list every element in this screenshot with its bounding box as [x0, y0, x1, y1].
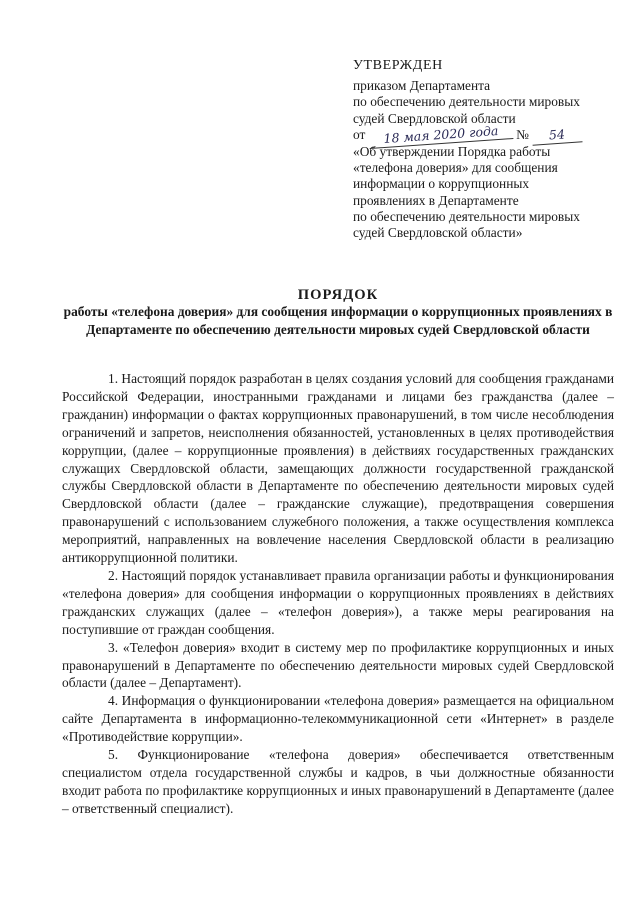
handwritten-number: 54: [532, 125, 583, 146]
number-prefix: №: [516, 126, 529, 142]
document-subtitle: работы «телефона доверия» для сообщения информации о коррупционных проявлениях в Департаменте по обеспечению деятельности мировых судей Свердловской области: [63, 304, 613, 337]
order-title-line: судей Свердловской области»: [353, 225, 523, 241]
document-title: ПОРЯДОК: [297, 287, 379, 303]
order-title-line: проявлениях в Департаменте: [353, 192, 519, 208]
approval-block: [353, 58, 623, 241]
handwritten-date: 18 мая 2020 года: [368, 122, 513, 149]
paragraph-2: 2. Настоящий порядок устанавливает правила организации работы и функционирования «телефона доверия» для сообщения информации о коррупционных проявлениях в действиях гражданских служащих (далее – «телефон доверия»), а также меры реагирования на поступившие от граждан сообщения.: [62, 567, 614, 637]
paragraph-1: 1. Настоящий порядок разработан в целях создания условий для сообщения гражданами Российской Федерации, иностранными гражданами и лицами без гражданства (далее – гражданин) информации о фактах коррупционных правонарушений, в том числе несоблюдения ограничений и запретов, неисполнения обязанностей, установленных в целях противодействия коррупции, (далее – коррупционные проявления) в действиях государственных гражданских служащих Свердловской области, замещающих должности государственной гражданской службы Свердловской области в Департаменте по обеспечению деятельности мировых судей Свердловской области (далее – гражданские служащие), предотвращения совершения правонарушений с использованием служебного положения, а также осуществления комплекса мероприятий, направленных на вовлечение населения Свердловской области в реализацию антикоррупционной политики.: [62, 371, 614, 566]
approval-head: УТВЕРЖДЕН: [353, 58, 443, 73]
paragraph-5: 5. Функционирование «телефона доверия» обеспечивается ответственным специалистом отдела государственной службы и кадров, в чьи должностные обязанности входит работа по профилактике коррупционных и иных правонарушений в Департаменте (далее – ответственный специалист).: [62, 747, 614, 816]
order-title-line: «телефона доверия» для сообщения: [353, 160, 558, 176]
paragraph-4: 4. Информация о функционировании «телефона доверия» размещается на официальном сайте Департамента в информационно-телекоммуникационной сети «Интернет» в разделе «Противодействие коррупции».: [62, 693, 614, 745]
approval-date-line: [353, 122, 623, 146]
paragraph-3: 3. «Телефон доверия» входит в систему мер по профилактике коррупционных и иных правонарушений в Департаменте по обеспечению деятельности мировых судей Свердловской области (далее – Департамент).: [62, 639, 614, 691]
approval-line: по обеспечению деятельности мировых: [353, 94, 580, 110]
approval-line: судей Свердловской области: [353, 110, 516, 126]
order-title-line: «Об утверждении Порядка работы: [353, 144, 551, 160]
approval-line: приказом Департамента: [353, 78, 491, 94]
document-body: [62, 370, 614, 818]
date-prefix: от: [353, 126, 366, 142]
order-title-line: по обеспечению деятельности мировых: [353, 208, 580, 224]
order-title-line: информации о коррупционных: [353, 176, 530, 192]
